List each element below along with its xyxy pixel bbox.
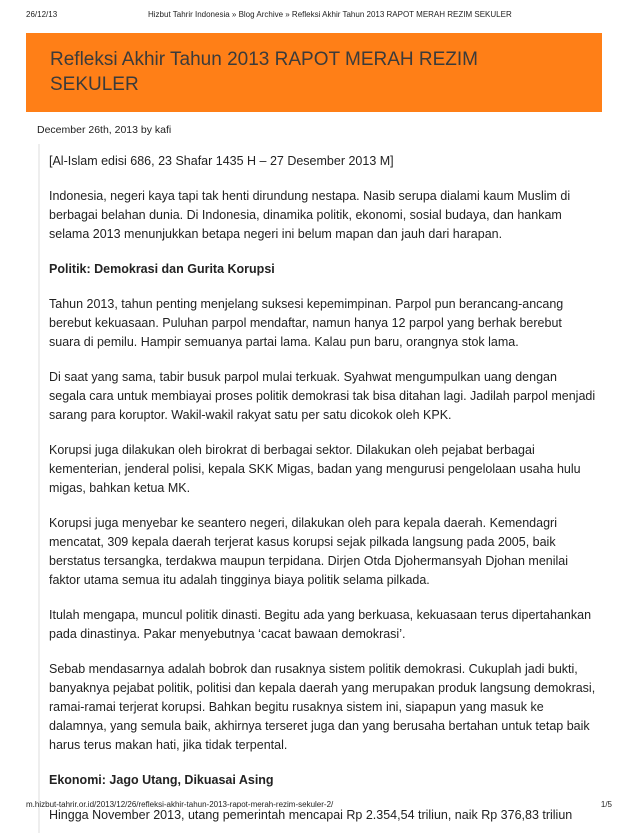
print-header [0,0,638,24]
section-heading: Ekonomi: Jago Utang, Dikuasai Asing [49,773,274,787]
article-paragraph-block [38,287,596,360]
article-paragraph-block [38,506,596,598]
article-paragraph-block [38,360,596,433]
article-paragraph: Sebab mendasarnya adalah bobrok dan rusaknya sistem politik demokrasi. Cukuplah jadi bukti, banyaknya pejabat politik, politisi dan kepala daerah yang merupakan produk langsung demokrasi, ramai-ramai terjerat korupsi. Bahkan begitu rusaknya sistem ini, siapapun yang masuk ke dalamnya, yang semula baik, akhirnya terseret juga dan yang berusaha bertahan untuk tetap baik harus terus makan hati, jika tidak terpental. [49,662,596,752]
article-paragraph-block [38,652,596,763]
article-paragraph: Korupsi juga menyebar ke seantero negeri, dilakukan oleh para kepala daerah. Kemendagri mencatat, 309 kepala daerah terjerat kasus korupsi sejak pilkada langsung pada 2005, baik berstatus tersangka, terdakwa maupun terpidana. Dirjen Otda Djohermansyah Djohan menilai faktor utama semua itu adalah tingginya biaya politik selama pilkada. [49,516,569,587]
article-paragraph: Itulah mengapa, muncul politik dinasti. Begitu ada yang berkuasa, kekuasaan terus dipertahankan pada dinastinya. Pakar menyebutnya ‘cacat bawaan demokrasi’. [49,608,592,641]
article-body [38,144,596,833]
article-byline: December 26th, 2013 by kafi [37,124,172,136]
print-url: m.hizbut-tahrir.or.id/2013/12/26/refleksi-akhir-tahun-2013-rapot-merah-rezim-sekuler-2/ [26,800,334,809]
article-paragraph: Tahun 2013, tahun penting menjelang suksesi kepemimpinan. Parpol pun berancang-ancang berebut kekuasaan. Puluhan parpol mendaftar, namun hanya 12 parpol yang berhak berebut suara di pemilu. Hampir semuanya partai lama. Kalau pun baru, orangnya stok lama. [49,297,564,349]
article-title-banner [26,33,602,112]
article-paragraph-block [38,598,596,652]
print-date: 26/12/13 [26,10,58,19]
article-title: Refleksi Akhir Tahun 2013 RAPOT MERAH REZIM SEKULER [50,49,479,95]
article-paragraph-block [38,179,596,252]
article-paragraph: Di saat yang sama, tabir busuk parpol mulai terkuak. Syahwat mengumpulkan uang dengan segala cara untuk membiayai proses politik demokrasi tak bisa ditahan lagi. Jadilah parpol menjadi sarang para koruptor. Wakil-wakil rakyat satu per satu dicokok oleh KPK. [49,370,596,422]
article-paragraph: Indonesia, negeri kaya tapi tak henti dirundung nestapa. Nasib serupa dialami kaum Muslim di berbagai belahan dunia. Di Indonesia, dinamika politik, ekonomi, sosial budaya, dan hankam selama 2013 menunjukkan betapa negeri ini belum mapan dan jauh dari harapan. [49,189,571,241]
article-paragraph-block [38,144,596,179]
section-heading-block [38,763,596,798]
page-number: 1/5 [600,800,612,809]
article-paragraph: Hingga November 2013, utang pemerintah mencapai Rp 2.354,54 triliun, naik Rp 376,83 triliun [49,808,573,822]
article-paragraph: Korupsi juga dilakukan oleh birokrat di berbagai sektor. Dilakukan oleh pejabat berbagai kementerian, jenderal polisi, kepala SKK Migas, badan yang mengurusi pengelolaan usaha hulu migas, bahkan ketua MK. [49,443,581,495]
section-heading: Politik: Demokrasi dan Gurita Korupsi [49,262,275,276]
article-paragraph-block [38,433,596,506]
print-page-title: Hizbut Tahrir Indonesia » Blog Archive » Refleksi Akhir Tahun 2013 RAPOT MERAH REZIM SEKULER [148,10,512,19]
section-heading-block [38,252,596,287]
article-paragraph: [Al-Islam edisi 686, 23 Shafar 1435 H – 27 Desember 2013 M] [49,154,394,168]
